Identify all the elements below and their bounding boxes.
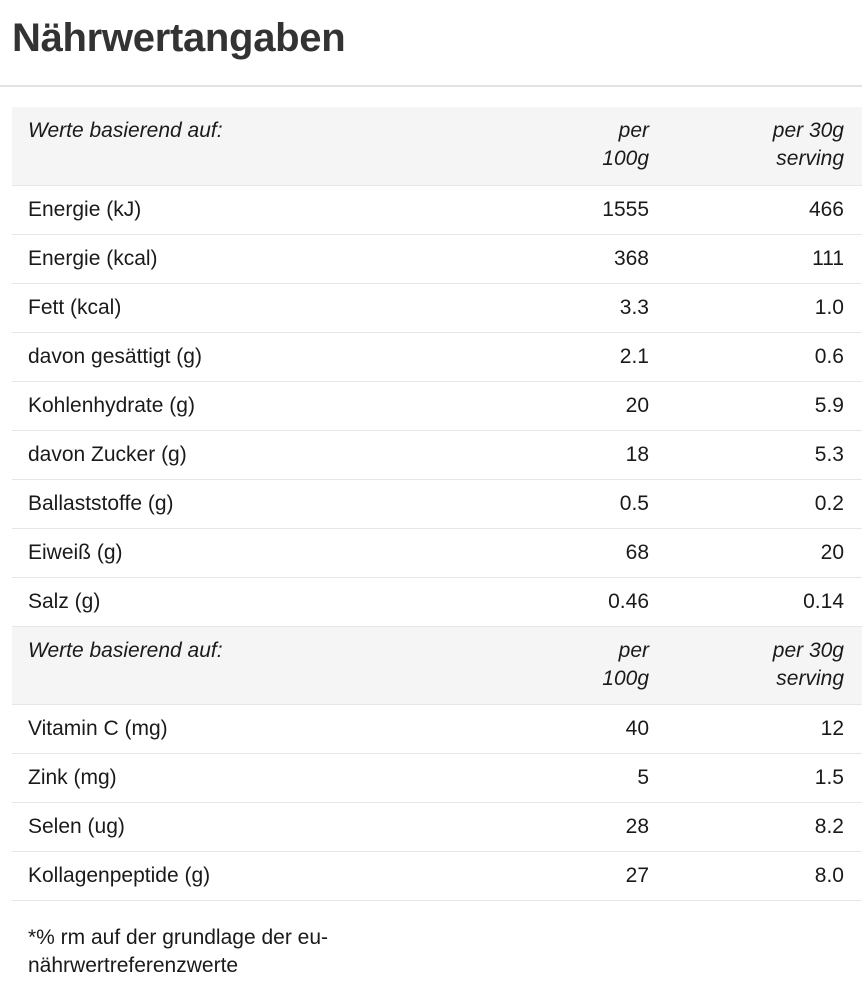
value-per-serving: 8.0 <box>667 851 862 900</box>
value-per-100g: 0.5 <box>487 479 667 528</box>
value-per-serving: 5.9 <box>667 381 862 430</box>
value-per-serving: 0.14 <box>667 577 862 626</box>
column-header-per-100g <box>487 107 667 185</box>
value-per-serving: 12 <box>667 704 862 753</box>
table-row <box>12 479 862 528</box>
value-per-serving: 5.3 <box>667 430 862 479</box>
title-divider <box>0 85 862 87</box>
value-per-100g: 18 <box>487 430 667 479</box>
value-per-100g: 368 <box>487 234 667 283</box>
value-per-100g: 27 <box>487 851 667 900</box>
nutrient-name: Salz (g) <box>12 577 487 626</box>
table-row <box>12 381 862 430</box>
table-row <box>12 802 862 851</box>
column-header-per-100g-text: per 100g <box>602 638 649 690</box>
value-per-serving: 111 <box>667 234 862 283</box>
value-per-100g: 0.46 <box>487 577 667 626</box>
value-per-100g: 2.1 <box>487 332 667 381</box>
nutrient-name: davon gesättigt (g) <box>12 332 487 381</box>
nutrient-name: Ballaststoffe (g) <box>12 479 487 528</box>
table-row <box>12 332 862 381</box>
nutrition-table-body <box>12 107 862 900</box>
column-header-per-serving <box>667 626 862 704</box>
nutrient-name: Energie (kJ) <box>12 185 487 234</box>
value-per-100g: 20 <box>487 381 667 430</box>
table-row <box>12 185 862 234</box>
value-per-serving: 0.2 <box>667 479 862 528</box>
nutrient-name: Fett (kcal) <box>12 283 487 332</box>
nutrient-name: Zink (mg) <box>12 753 487 802</box>
group-header-row <box>12 626 862 704</box>
value-per-serving: 20 <box>667 528 862 577</box>
table-row <box>12 283 862 332</box>
table-row <box>12 528 862 577</box>
column-header-per-serving-text: per 30g serving <box>772 119 844 170</box>
nutrition-table <box>12 107 862 901</box>
nutrient-name: davon Zucker (g) <box>12 430 487 479</box>
column-header-per-100g-text: per 100g <box>602 119 649 170</box>
table-row <box>12 234 862 283</box>
value-per-serving: 8.2 <box>667 802 862 851</box>
value-per-100g: 3.3 <box>487 283 667 332</box>
table-row <box>12 851 862 900</box>
value-per-100g: 5 <box>487 753 667 802</box>
value-per-100g: 68 <box>487 528 667 577</box>
group-header-row <box>12 107 862 185</box>
group-header-label: Werte basierend auf: <box>12 626 487 704</box>
nutrient-name: Energie (kcal) <box>12 234 487 283</box>
table-row <box>12 753 862 802</box>
table-row <box>12 704 862 753</box>
nutrient-name: Kohlenhydrate (g) <box>12 381 487 430</box>
value-per-serving: 0.6 <box>667 332 862 381</box>
nutrient-name: Vitamin C (mg) <box>12 704 487 753</box>
nutrient-name: Kollagenpeptide (g) <box>12 851 487 900</box>
value-per-100g: 40 <box>487 704 667 753</box>
nutrient-name: Selen (ug) <box>12 802 487 851</box>
nutrient-name: Eiweiß (g) <box>12 528 487 577</box>
column-header-per-serving <box>667 107 862 185</box>
value-per-serving: 1.0 <box>667 283 862 332</box>
table-row <box>12 577 862 626</box>
value-per-serving: 466 <box>667 185 862 234</box>
value-per-serving: 1.5 <box>667 753 862 802</box>
value-per-100g: 28 <box>487 802 667 851</box>
group-header-label: Werte basierend auf: <box>12 107 487 185</box>
column-header-per-serving-text: per 30g serving <box>772 638 844 690</box>
table-row <box>12 430 862 479</box>
footnote: *% rm auf der grundlage der eu-nährwertreferenzwerte <box>28 926 328 977</box>
value-per-100g: 1555 <box>487 185 667 234</box>
page-title: Nährwertangaben <box>12 16 346 60</box>
column-header-per-100g <box>487 626 667 704</box>
